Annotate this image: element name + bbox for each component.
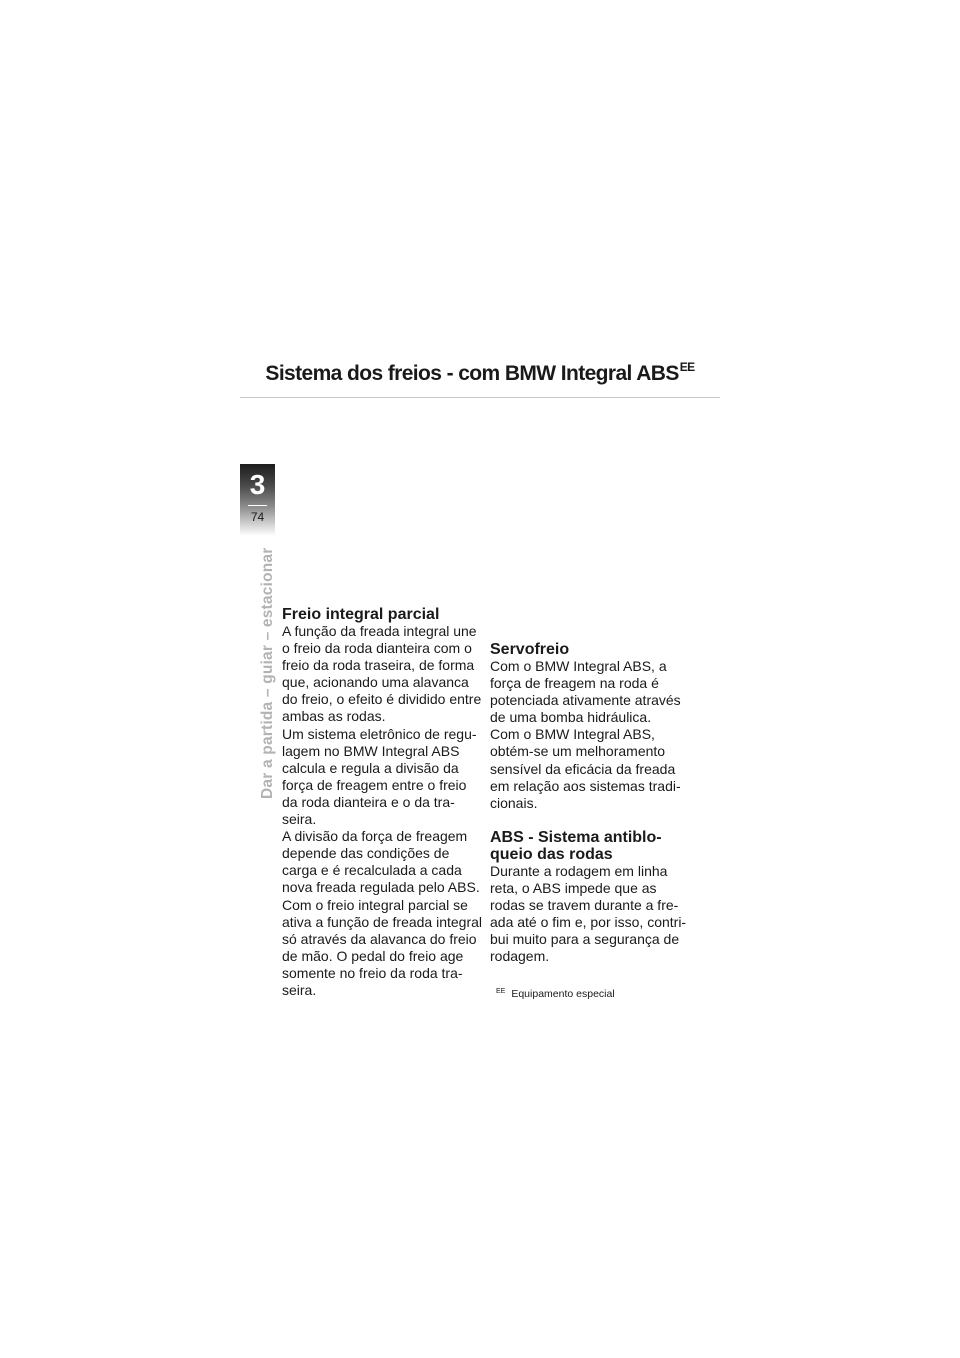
heading-partial-integral-brake: Freio integral parcial xyxy=(282,606,440,623)
footnote xyxy=(496,988,615,1000)
body-abs: Durante a rodagem em linha reta, o ABS impede que as rodas se travem durante a fre- ada até o fim e, por isso, contri- bui muito para a segurança de rodagem. xyxy=(490,862,687,965)
footnote-text: Equipamento especial xyxy=(511,988,615,1000)
body-partial-integral-brake: A função da freada integral une o freio da roda dianteira com o freio da roda traseira, de forma que, acionando uma alavanca do freio, o efeito é dividido entre ambas as rodas. Um sistema eletrônico de regu- lagem no BMW Integral ABS calcula e regula a divisão da força de freagem entre o freio da roda dianteira e o da tra- seira. A divisão da força de freagem depende das condições de carga e é recalculada a cada nova freada regulada pelo ABS. Com o freio integral parcial se ativa a função de freada integral só através da alavanca do freio de mão. O pedal do freio age somente no freio da roda tra- seira. xyxy=(282,623,483,998)
left-column xyxy=(282,606,497,999)
page-title xyxy=(0,360,960,386)
heading-servo-brake: Servofreio xyxy=(490,641,570,658)
chapter-divider xyxy=(248,505,267,506)
right-column xyxy=(490,641,700,965)
page-number: 74 xyxy=(250,510,265,524)
body-servo-brake: Com o BMW Integral ABS, a força de freagem na roda é potenciada ativamente através de uma bomba hidráulica. Com o BMW Integral ABS, obtém-se um melhoramento sensível da eficácia da freada em relação aos sistemas tradi- cionais. xyxy=(490,658,681,811)
title-divider xyxy=(240,397,720,398)
section-spacer xyxy=(490,812,700,829)
footnote-marker: EE xyxy=(496,988,506,995)
heading-abs: ABS - Sistema antiblo- queio das rodas xyxy=(490,828,662,863)
chapter-number: 3 xyxy=(249,469,266,500)
page-title-text: Sistema dos freios - com BMW Integral ABS xyxy=(265,362,679,385)
special-equipment-marker: EE xyxy=(679,360,695,374)
chapter-section-label: Dar a partida – guiar – estacionar xyxy=(259,547,276,799)
chapter-tab xyxy=(240,464,275,536)
